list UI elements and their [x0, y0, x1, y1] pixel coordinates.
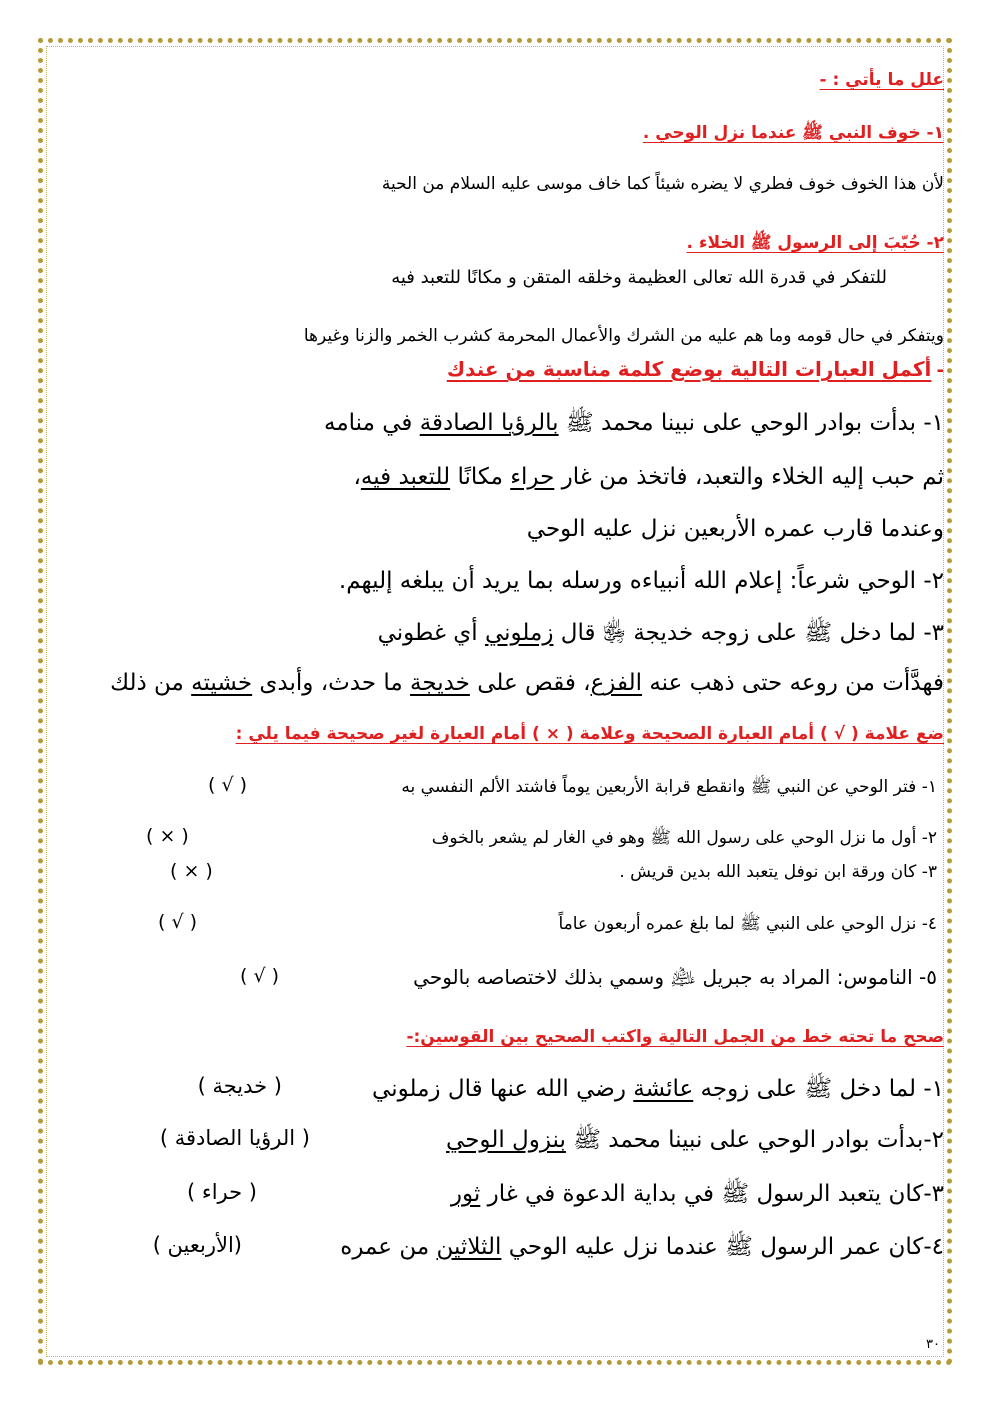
section2-title: أكمل العبارات التالية بوضع كلمة مناسبة من عندك: [446, 357, 932, 381]
correct-item-3: [451, 1179, 944, 1213]
c4-answer: (الأربعين ): [152, 1233, 242, 1257]
c1-pre: ١- لما دخل ﷺ على زوجه: [693, 1076, 944, 1102]
correct-item-4: [340, 1232, 944, 1266]
l1-post: في منامه: [324, 410, 420, 436]
q2-answer-1: للتفكر في قدرة الله تعالى العظيمة وخلقه المتقن و مكانًا للتعبد فيه: [391, 267, 887, 288]
l2-pre: ثم حبب إليه الخلاء والتعبد، فاتخذ من غار: [554, 464, 944, 490]
complete-line-2: [353, 464, 944, 490]
tf-item-5: ٥- الناموس: المراد به جبريل ﵇ وسمي بذلك لاختصاصه بالوحي: [413, 965, 937, 989]
q2-title: ٢- حُبّبَ إلى الرسول ﷺ الخلاء .: [686, 233, 944, 253]
l2-answer-2: للتعبد فيه: [360, 464, 451, 490]
q1-answer: لأن هذا الخوف خوف فطري لا يضره شيئاً كما خاف موسى عليه السلام من الحية: [381, 174, 944, 194]
complete-line-4: ٢- الوحي شرعاً: إعلام الله أنبياءه ورسله بما يريد أن يبلغه إليهم.: [338, 568, 944, 594]
tf-mark-5: ( √ ): [240, 965, 280, 987]
l1-answer: بالرؤيا الصادقة: [419, 410, 559, 436]
c4-wrong: الثلاثين: [436, 1234, 502, 1260]
l5-answer: زملوني: [484, 620, 554, 646]
l6-pre: فهدَّأت من روعه حتى ذهب عنه: [642, 670, 944, 696]
correct-item-1: [372, 1074, 944, 1108]
complete-line-5: [378, 618, 944, 652]
q1-title: ١- خوف النبي ﷺ عندما نزل الوحي .: [642, 123, 944, 143]
c3-answer: ( حراء ): [186, 1180, 257, 1204]
tf-item-4: ٤- نزل الوحي على النبي ﷺ لما بلغ عمره أربعون عاماً: [558, 914, 937, 934]
c2-answer: ( الرؤيا الصادقة ): [159, 1126, 310, 1150]
c4-pre: ٤-كان عمر الرسول ﷺ عندما نزل عليه الوحي: [501, 1234, 944, 1260]
c4-post: من عمره: [340, 1234, 437, 1260]
section2-dash: -: [936, 360, 944, 381]
section3-title: ضع علامة ( √ ) أمام العبارة الصحيحة وعلامة ( × ) أمام العبارة لغير صحيحة فيما يلي :: [235, 724, 944, 744]
tf-item-3: ٣- كان ورقة ابن نوفل يتعبد الله بدين قريش .: [619, 862, 937, 882]
l6-mid-2: ما حدث، وأبدى: [252, 670, 411, 696]
tf-mark-2: ( × ): [146, 825, 189, 847]
correct-item-2: [446, 1125, 944, 1159]
l6-answer-1: الفزع: [590, 670, 643, 696]
l2-mid: مكانًا: [450, 464, 511, 490]
complete-line-6: [110, 670, 944, 696]
c3-pre: ٣-كان يتعبد الرسول ﷺ في بداية الدعوة في غار: [480, 1181, 944, 1207]
complete-line-1: [324, 408, 944, 442]
c1-post: رضي الله عنها قال زملوني: [372, 1076, 634, 1102]
tf-mark-3: ( × ): [170, 860, 213, 882]
tf-item-2: ٢- أول ما نزل الوحي على رسول الله ﷺ وهو في الغار لم يشعر بالخوف: [431, 828, 937, 848]
section2-title-row: [447, 357, 944, 381]
l5-post: أي غطوني: [377, 620, 485, 646]
l6-post: من ذلك: [110, 670, 192, 696]
page-number: ٣٠: [926, 1337, 940, 1352]
q2-answer-2: ويتفكر في حال قومه وما هم عليه من الشرك والأعمال المحرمة كشرب الخمر والزنا وغيرها: [303, 326, 944, 346]
l2-post: ،: [353, 464, 361, 490]
c3-wrong: ثور: [450, 1181, 481, 1207]
l6-answer-2: خديجة: [410, 670, 470, 696]
tf-mark-1: ( √ ): [208, 774, 248, 796]
l6-answer-3: خشيته: [191, 670, 253, 696]
c1-wrong: عائشة: [633, 1076, 694, 1102]
complete-line-3: وعندما قارب عمره الأربعين نزل عليه الوحي: [526, 516, 944, 542]
c1-answer: ( خديجة ): [197, 1074, 282, 1098]
l5-pre: ٣- لما دخل ﷺ على زوجه خديجة ﵂ قال: [553, 620, 944, 646]
l2-answer-1: حراء: [510, 464, 555, 490]
tf-mark-4: ( √ ): [158, 911, 198, 933]
l1-pre: ١- بدأت بوادر الوحي على نبينا محمد ﷺ: [558, 410, 944, 436]
section1-title: علل ما يأتي : -: [819, 70, 944, 90]
tf-item-1: ١- فتر الوحي عن النبي ﷺ وانقطع قرابة الأربعين يوماً فاشتد الألم النفسي به: [401, 777, 937, 797]
c2-wrong: بنزول الوحي: [446, 1127, 566, 1153]
c2-pre: ٢-بدأت بوادر الوحي على نبينا محمد ﷺ: [565, 1127, 944, 1153]
section4-title: صحح ما تحته خط من الجمل التالية واكتب الصحيح بين القوسين:-: [406, 1027, 944, 1047]
l6-mid-1: ، فقص على: [469, 670, 591, 696]
